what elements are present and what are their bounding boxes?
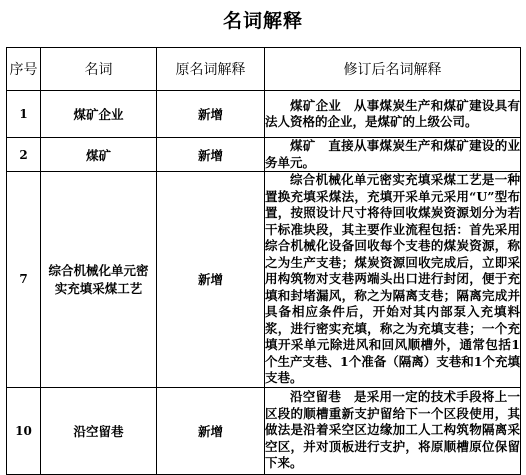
revised-definition-text: 沿空留巷 是采用一定的技术手段将上一区段的顺槽重新支护留给下一个区段使用，其做法是沿着采空区边缘加工人工构筑物隔离采空区，并对顶板进行支护，将原顺槽原位保留下来。 xyxy=(265,389,520,471)
row-original-definition: 新增 xyxy=(157,91,265,138)
glossary-table xyxy=(6,47,521,475)
header-index: 序号 xyxy=(7,48,41,91)
revised-definition-text: 煤矿企业 从事煤炭生产和煤矿建设具有法人资格的企业，是煤矿的上级公司。 xyxy=(265,97,520,129)
row-index: 7 xyxy=(7,172,41,388)
page-title: 名词解释 xyxy=(222,10,303,32)
row-revised-definition xyxy=(265,172,521,388)
table-header-row xyxy=(7,48,521,91)
table-row xyxy=(7,91,521,138)
header-revised-definition: 修订后名词解释 xyxy=(265,48,521,91)
table-row xyxy=(7,387,521,474)
revised-definition-text: 综合机械化单元密实充填采煤工艺是一种置换充填采煤法，充填开采单元采用“U”型布置，按照设计尺寸将待回收煤炭资源划分为若干标准块段，其主要作业流程包括：首先采用综合机械化设备回收每个支巷的煤炭资源，称之为生产支巷；煤炭资源回收完成后，立即采用构筑物对支巷两端头出口进行封闭，便于充填和封堵漏风，称之为隔离支巷；隔离完成并具备相应条件后，开始对其内部泵入充填料浆，进行密实充填，称之为充填支巷；一个充填开采单元除进风和回风顺槽外，通常包括1个生产支巷、1个准备（隔离）支巷和1个充填支巷。 xyxy=(265,172,520,385)
row-index: 2 xyxy=(7,138,41,172)
revised-definition-text: 煤矿 直接从事煤炭生产和煤矿建设的业务单元。 xyxy=(265,138,520,170)
header-original-definition: 原名词解释 xyxy=(157,48,265,91)
table-row xyxy=(7,172,521,388)
row-term: 煤矿企业 xyxy=(41,91,157,138)
row-revised-definition xyxy=(265,138,521,172)
row-original-definition: 新增 xyxy=(157,172,265,388)
row-term: 综合机械化单元密实充填采煤工艺 xyxy=(41,172,157,388)
header-term: 名词 xyxy=(41,48,157,91)
row-index: 1 xyxy=(7,91,41,138)
row-term: 沿空留巷 xyxy=(41,387,157,474)
row-index: 10 xyxy=(7,387,41,474)
row-original-definition: 新增 xyxy=(157,387,265,474)
row-revised-definition xyxy=(265,387,521,474)
row-revised-definition xyxy=(265,91,521,138)
row-original-definition: 新增 xyxy=(157,138,265,172)
table-row xyxy=(7,138,521,172)
row-term: 煤矿 xyxy=(41,138,157,172)
